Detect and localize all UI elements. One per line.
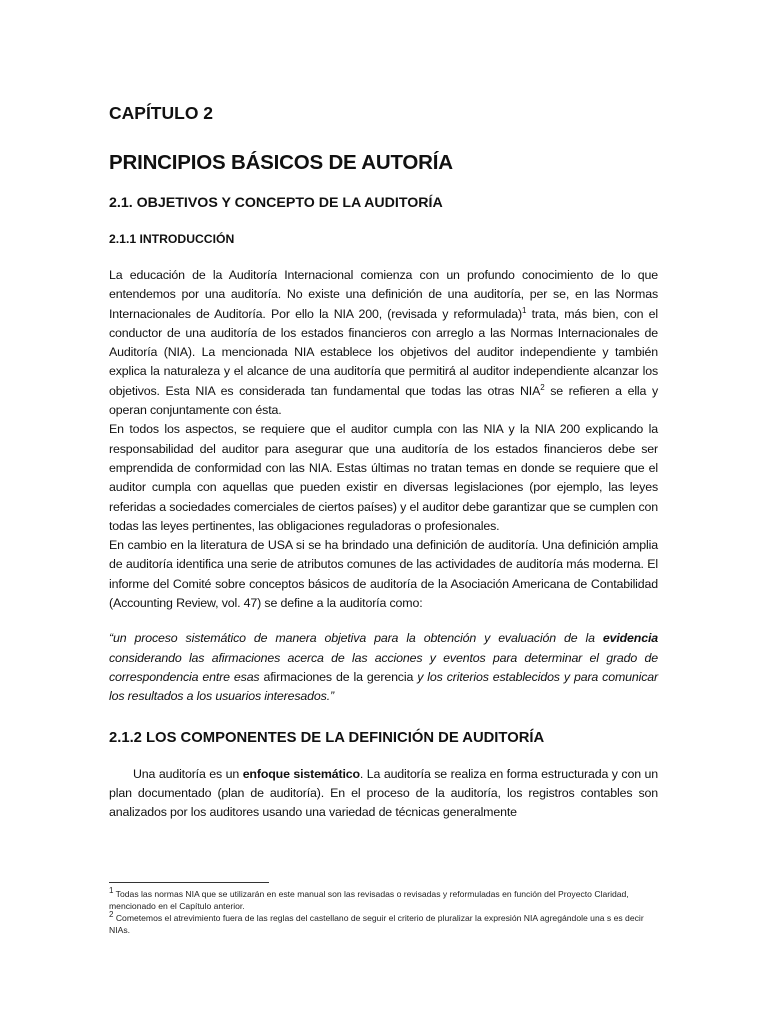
quote-text: considerando las afirmaciones acerca de las acciones y eventos para determinar el grado de correspondencia entre esas xyxy=(109,650,658,684)
footnote-1 xyxy=(109,888,658,912)
footnote-ref-1[interactable]: 1 xyxy=(521,305,527,315)
paragraph-emphasis: enfoque sistemático xyxy=(242,766,360,781)
paragraph-text: . La auditoría se realiza en forma estructurada y con un plan documentado (plan de auditoría). En el proceso de la auditoría, los registros contables son analizados por los auditores usando una variedad de técnicas generalmente xyxy=(109,766,658,820)
definition-quote xyxy=(109,629,658,706)
paragraph-components xyxy=(109,765,658,823)
footnote-text: Cometemos el atrevimiento fuera de las reglas del castellano de seguir el criterio de pluralizar la expresión NIA agregándole una s es decir NIAs. xyxy=(109,913,644,935)
page-content xyxy=(109,100,658,822)
paragraph-text: La educación de la Auditoría Internacional comienza con un profundo conocimiento de lo que entendemos por una auditoría. No existe una definición de una auditoría, per se, en las Normas Internacionales de Auditoría. Por ello la NIA 200, (revisada y reformulada) xyxy=(109,268,658,321)
footnote-ref-2[interactable]: 2 xyxy=(540,382,545,392)
footnote-2 xyxy=(109,912,658,936)
footnotes xyxy=(109,888,658,936)
footnote-divider xyxy=(109,882,269,883)
paragraph-requirements: En todos los aspectos, se requiere que el auditor cumpla con las NIA y la NIA 200 explicando la responsabilidad del auditor para asegurar que una auditoría de los estados financieros debe ser emprendida de conformidad con las NIA. Estas últimas no tratan temas en donde se requiere que el auditor cumpla con aquellas que pueden existir en diversas legislaciones (por ejemplo, las leyes referidas a sociedades comerciales de ciertos países) y el auditor debe garantizar que se cumplen con todas las leyes pertinentes, las obligaciones reguladoras o profesionales. xyxy=(109,422,658,533)
footnote-text: Todas las normas NIA que se utilizarán en este manual son las revisadas o revisadas y reformuladas en función del Proyecto Claridad, mencionado en el Capítulo anterior. xyxy=(109,889,629,911)
quote-text: “un proceso sistemático de manera objetiva para la obtención y evaluación de la xyxy=(109,631,603,646)
paragraph-text: se refieren a ella y operan conjuntamente con ésta. xyxy=(109,383,658,418)
quote-text: y los criterios establecidos y para comunicar los resultados a los usuarios interesados.” xyxy=(109,669,658,704)
quote-emphasis: evidencia xyxy=(602,631,658,646)
paragraph-usa-definition: En cambio en la literatura de USA si se ha brindado una definición de auditoría. Una definición amplia de auditoría identifica una serie de atributos comunes de las actividades de auditoría más moderna. El informe del Comité sobre conceptos básicos de auditoría de la Asociación Americana de Contabilidad (Accounting Review, vol. 47) se define a la auditoría como: xyxy=(109,538,658,611)
paragraph-text: trata, más bien, con el conductor de una auditoría de los estados financieros con arreglo a las Normas Internacionales de Auditoría (NIA). La mencionada NIA establece los objetivos del auditor independiente y también explica la naturaleza y el alcance de una auditoría que permitirá al auditor independiente alcanzar los objetivos. Esta NIA es considerada tan fundamental que todas las otras NIA xyxy=(109,306,659,398)
paragraph-intro xyxy=(109,266,658,420)
paragraph-text: Una auditoría es un xyxy=(133,766,243,781)
section-heading-2-1-1: 2.1.1 INTRODUCCIÓN xyxy=(109,232,235,246)
quote-plain: afirmaciones de la gerencia xyxy=(263,669,414,684)
chapter-title: PRINCIPIOS BÁSICOS DE AUTORÍA xyxy=(109,151,453,174)
footnote-number: 1 xyxy=(109,886,114,896)
chapter-heading: CAPÍTULO 2 xyxy=(109,103,214,123)
footnote-number: 2 xyxy=(109,910,114,920)
section-heading-2-1: 2.1. OBJETIVOS Y CONCEPTO DE LA AUDITORÍA xyxy=(109,195,443,211)
section-heading-2-1-2: 2.1.2 LOS COMPONENTES DE LA DEFINICIÓN DE AUDITORÍA xyxy=(109,729,545,746)
